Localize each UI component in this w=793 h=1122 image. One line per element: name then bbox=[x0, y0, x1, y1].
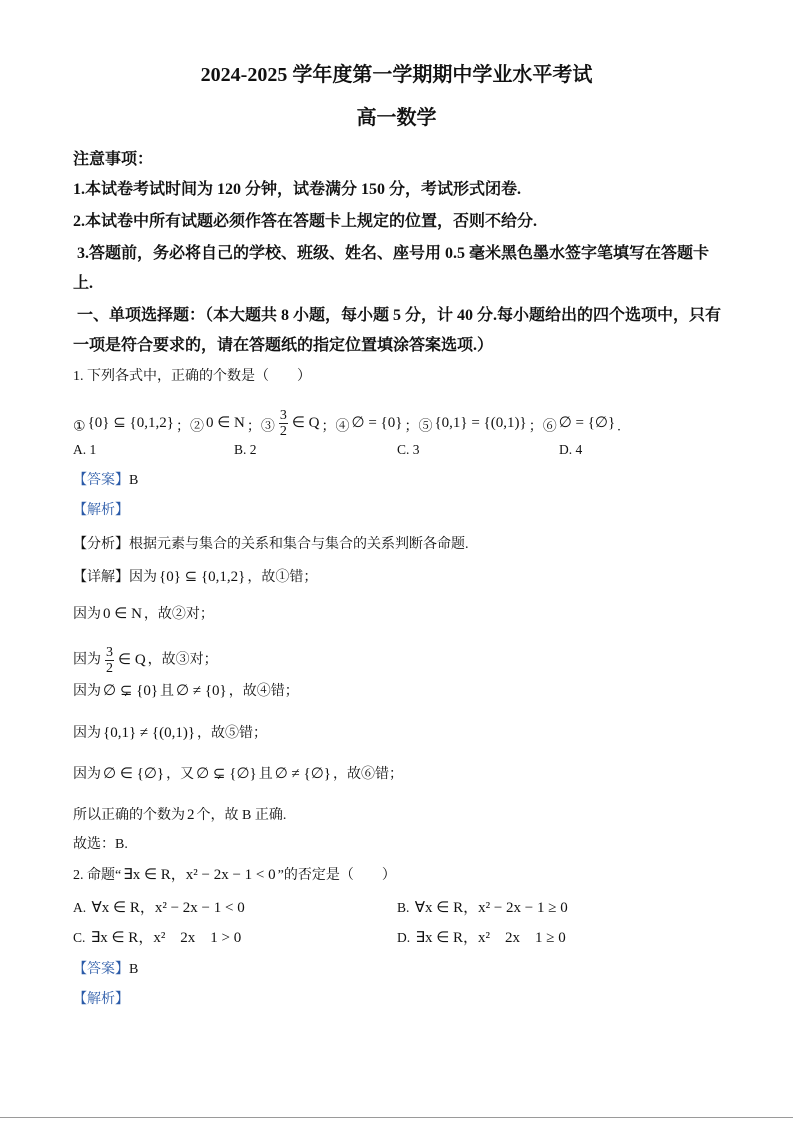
q1-detail-line-5 bbox=[73, 723, 267, 744]
option-label: D. bbox=[397, 930, 411, 945]
fraction bbox=[105, 645, 114, 676]
detail-text: ，故④错； bbox=[228, 684, 299, 699]
fraction bbox=[279, 408, 288, 439]
q1-option-b: B. 2 bbox=[234, 442, 257, 457]
q1-detail-line-4 bbox=[73, 681, 299, 702]
answer-value: B bbox=[129, 962, 139, 977]
q1-conclusion bbox=[73, 805, 286, 826]
statement-expression: {0} ⊆ {0,1,2} bbox=[87, 414, 174, 431]
detail-text: 因为 bbox=[73, 652, 101, 668]
q2-option-a bbox=[73, 898, 247, 918]
statement-separator: ； bbox=[246, 419, 261, 435]
note-3-line-1: 3.答题前，务必将自己的学校、班级、姓名、座号用 0.5 毫米黑色墨水签字笔填写在答题卡 bbox=[77, 245, 710, 262]
detail-text: ，故⑥错； bbox=[332, 767, 403, 782]
statement-expression: {0,1} = {(0,1)} bbox=[434, 414, 527, 431]
analysis-tag: 【分析】 bbox=[73, 537, 129, 552]
detail-math: ∅ ⊊ {0} bbox=[103, 683, 159, 699]
statement-number: ⑥ bbox=[542, 419, 557, 435]
section-heading-line-1: 一、单项选择题：（本大题共 8 小题，每小题 5 分，计 40 分.每小题给出的四个选项中，只有 bbox=[77, 307, 722, 324]
fraction-denominator: 2 bbox=[279, 424, 287, 439]
conclusion-text: 所以正确的个数为 bbox=[73, 808, 185, 823]
notes-heading: 注意事项： bbox=[73, 151, 154, 168]
option-math: ∃x ∈ R，x² 2x 1 > 0 bbox=[90, 930, 242, 946]
answer-tag: 【答案】 bbox=[73, 962, 129, 977]
detail-text: 因为 bbox=[73, 607, 101, 622]
statement-number: ① bbox=[73, 419, 86, 435]
detail-math: ∅ ⊊ {∅} bbox=[196, 766, 257, 782]
fraction-numerator: 3 bbox=[279, 408, 287, 423]
detail-math: {0,1} ≠ {(0,1)} bbox=[103, 725, 196, 741]
statement-number: ④ bbox=[335, 419, 350, 435]
q2-answer bbox=[73, 960, 138, 980]
detail-text: 因为 bbox=[73, 767, 101, 782]
option-math: ∃x ∈ R，x² 2x 1 ≥ 0 bbox=[415, 930, 566, 946]
statement-expression: 0 ∈ N bbox=[205, 414, 245, 431]
page-bottom-rule bbox=[0, 1117, 793, 1118]
detail-math: ∅ ∈ {∅} bbox=[103, 766, 165, 782]
statement-separator: ； bbox=[175, 419, 190, 435]
detail-text: ，故③对； bbox=[147, 652, 218, 668]
statement-number: ② bbox=[189, 419, 204, 435]
q1-stem: 1. 下列各式中，正确的个数是（ ） bbox=[73, 369, 311, 384]
conclusion-math: 2 bbox=[187, 807, 195, 823]
note-2: 2.本试卷中所有试题必须作答在答题卡上规定的位置，否则不给分. bbox=[73, 213, 538, 230]
q2-stem-suffix: ”的否定是（ ） bbox=[277, 868, 396, 883]
q1-detail-line-3 bbox=[73, 645, 218, 676]
detail-tag: 【详解】 bbox=[73, 570, 129, 585]
note-3-line-2: 上. bbox=[73, 275, 94, 292]
statement-separator: ； bbox=[321, 419, 336, 435]
q1-option-c: C. 3 bbox=[397, 442, 420, 457]
option-label: C. bbox=[73, 930, 86, 945]
q2-stem-prefix: 2. 命题“ bbox=[73, 868, 122, 883]
q2-option-c bbox=[73, 928, 243, 948]
detail-text: 因为 bbox=[129, 570, 157, 585]
q2-solution-tag: 【解析】 bbox=[73, 992, 129, 1007]
statement-number: ⑤ bbox=[418, 419, 433, 435]
detail-text: ，故②对； bbox=[143, 607, 214, 622]
detail-text: 因为 bbox=[73, 684, 101, 699]
statement-number: ③ bbox=[260, 419, 275, 435]
exam-subject: 高一数学 bbox=[356, 107, 437, 129]
statement-expression: ∈ Q bbox=[291, 414, 320, 431]
q1-option-a: A. 1 bbox=[73, 442, 97, 457]
statement-expression: ∅ = {0} bbox=[351, 414, 403, 431]
section-heading-line-2: 一项是符合要求的，请在答题纸的指定位置填涂答案选项.） bbox=[73, 337, 494, 354]
detail-math: 0 ∈ N bbox=[103, 606, 142, 622]
q1-final-choice: 故选：B. bbox=[73, 837, 128, 852]
fraction-numerator: 3 bbox=[106, 645, 113, 660]
statement-separator: ； bbox=[528, 419, 543, 435]
note-1: 1.本试卷考试时间为 120 分钟，试卷满分 150 分，考试形式闭卷. bbox=[73, 181, 522, 198]
q2-stem-math: ∃x ∈ R，x² − 2x − 1 < 0 bbox=[123, 867, 276, 883]
conclusion-text: 个，故 B 正确. bbox=[196, 808, 287, 823]
detail-math: ∈ Q bbox=[118, 651, 146, 668]
detail-text: 且 bbox=[258, 767, 273, 782]
detail-text: 因为 bbox=[73, 726, 101, 741]
statement-expression: ∅ = {∅} bbox=[558, 414, 616, 431]
answer-value: B bbox=[129, 473, 139, 488]
q1-solution-tag: 【解析】 bbox=[73, 503, 129, 518]
q2-option-d bbox=[397, 928, 568, 948]
statement-separator: . bbox=[617, 419, 621, 435]
statement-separator: ； bbox=[404, 419, 419, 435]
option-label: A. bbox=[73, 900, 87, 915]
detail-text: 且 bbox=[160, 684, 175, 699]
q1-detail-line-1 bbox=[73, 567, 317, 588]
option-math: ∀x ∈ R，x² − 2x − 1 ≥ 0 bbox=[414, 900, 568, 916]
detail-text: ，故①错； bbox=[247, 570, 318, 585]
answer-tag: 【答案】 bbox=[73, 473, 129, 488]
exam-title: 2024-2025 学年度第一学期期中学业水平考试 bbox=[200, 64, 593, 86]
q1-answer bbox=[73, 471, 138, 491]
detail-math: ∅ ≠ {∅} bbox=[274, 766, 331, 782]
option-label: B. bbox=[397, 900, 410, 915]
detail-math: {0} ⊆ {0,1,2} bbox=[159, 569, 246, 585]
option-math: ∀x ∈ R，x² − 2x − 1 < 0 bbox=[91, 900, 245, 916]
detail-math: ∅ ≠ {0} bbox=[176, 683, 227, 699]
q1-detail-line-2 bbox=[73, 604, 214, 625]
q1-statements bbox=[73, 408, 621, 443]
detail-text: ，故⑤错； bbox=[197, 726, 268, 741]
q1-analysis bbox=[73, 535, 469, 555]
q1-detail-line-6 bbox=[73, 764, 403, 785]
fraction-denominator: 2 bbox=[106, 661, 113, 676]
detail-text: ，又 bbox=[166, 767, 195, 782]
q1-option-d: D. 4 bbox=[559, 442, 583, 457]
q2-stem bbox=[73, 865, 396, 886]
q2-option-b bbox=[397, 898, 570, 918]
analysis-text: 根据元素与集合的关系和集合与集合的关系判断各命题. bbox=[129, 537, 469, 552]
